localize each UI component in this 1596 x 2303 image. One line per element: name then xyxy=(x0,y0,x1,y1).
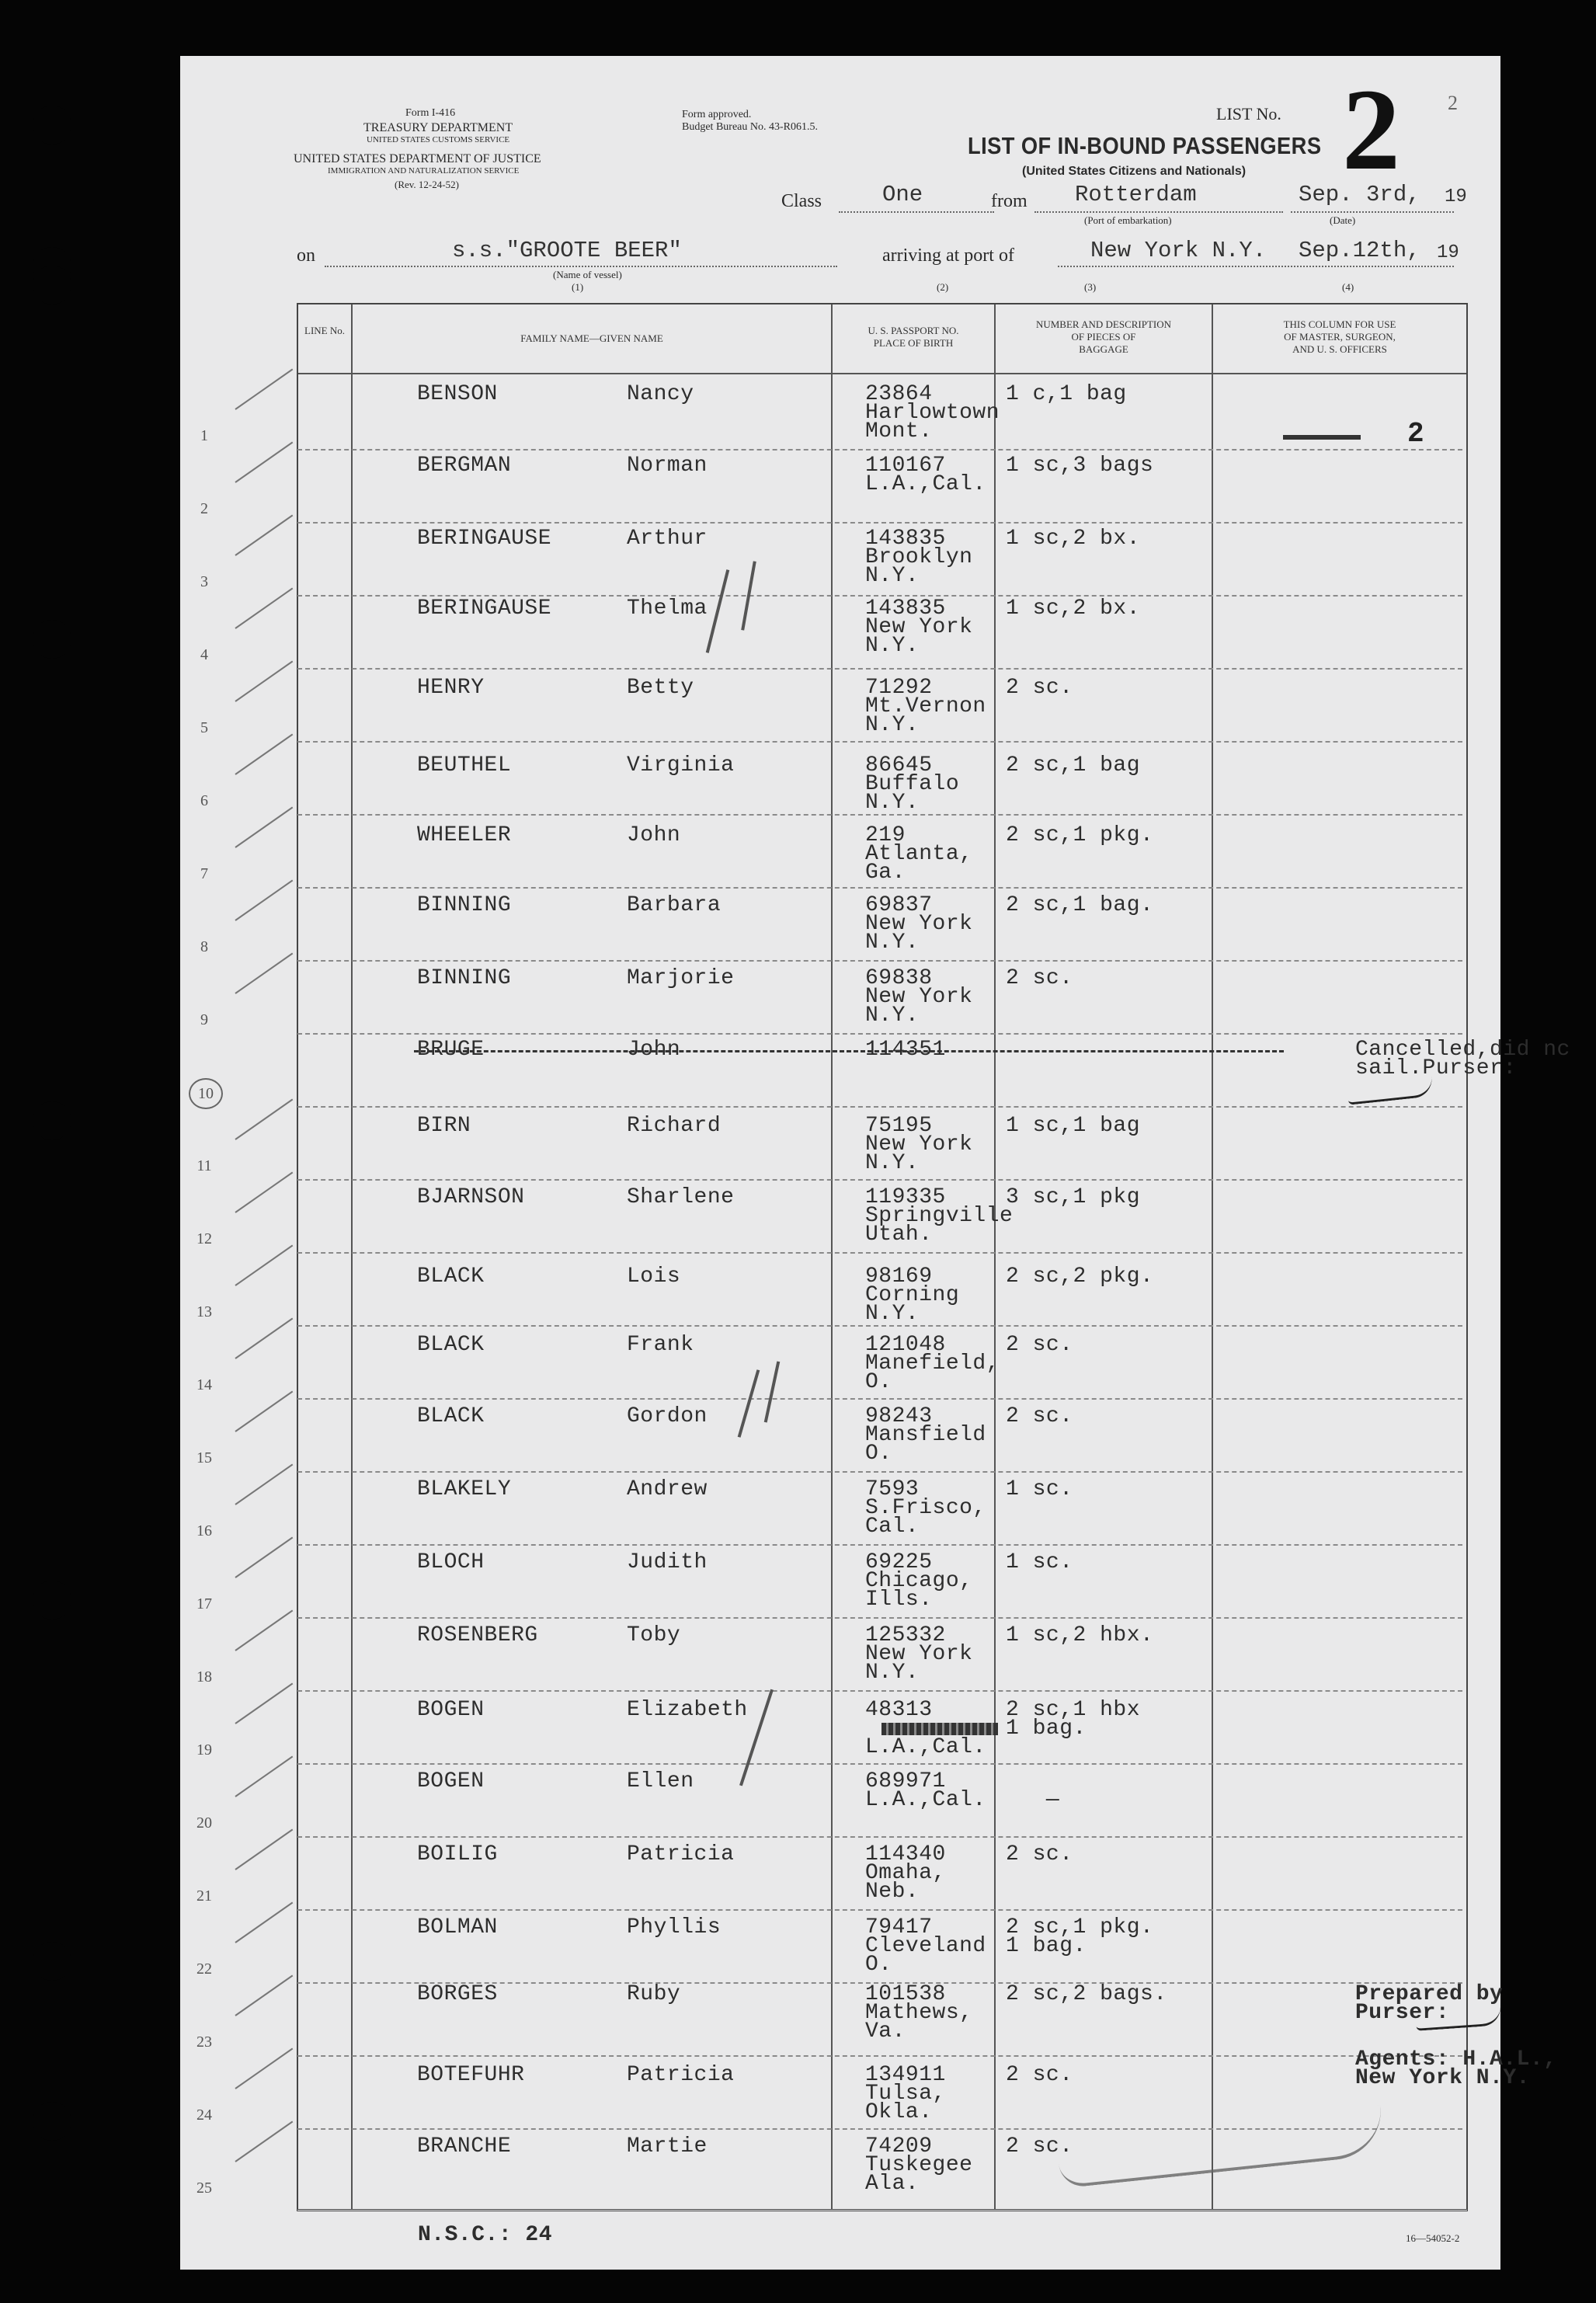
baggage: 1 sc,2 bx. xyxy=(1006,597,1141,621)
line-number: 14 xyxy=(196,1376,212,1393)
table-row xyxy=(200,522,1462,597)
passport-birthplace: 143835 New York N.Y. xyxy=(865,597,973,658)
table-row xyxy=(196,1836,1462,1911)
binder-hole xyxy=(33,1942,71,1981)
col-header-passport-1: U. S. PASSPORT NO. xyxy=(868,325,959,336)
family-name: BOILIG xyxy=(417,1842,498,1866)
check-mark xyxy=(235,1245,293,1286)
baggage: 1 sc. xyxy=(1006,1477,1073,1501)
family-name: BORGES xyxy=(417,1982,498,2006)
table-row xyxy=(196,1544,1462,1619)
table-row xyxy=(200,887,1462,962)
given-name: Arthur xyxy=(627,527,708,551)
baggage: 2 sc,2 pkg. xyxy=(1006,1265,1154,1289)
line-number: 17 xyxy=(196,1595,212,1612)
family-name: BRUGE xyxy=(417,1038,485,1062)
passport-birthplace: 98169 Corning N.Y. xyxy=(865,1265,960,1326)
col-header-passport-2: PLACE OF BIRTH xyxy=(873,337,954,349)
passport-birthplace: 98243 Mansfield O. xyxy=(865,1404,986,1466)
family-name: BEUTHEL xyxy=(417,753,512,778)
check-mark xyxy=(235,515,293,556)
family-name: ROSENBERG xyxy=(417,1623,538,1647)
line-number: 1 xyxy=(200,427,208,444)
check-mark xyxy=(235,1537,293,1578)
check-mark xyxy=(235,807,293,848)
baggage: 2 sc,1 pkg. xyxy=(1006,823,1154,847)
given-name: Ellen xyxy=(627,1769,694,1793)
check-mark xyxy=(235,369,293,410)
line-number: 3 xyxy=(200,573,208,590)
check-mark xyxy=(235,1902,293,1943)
family-name: BLACK xyxy=(417,1265,485,1289)
family-name: BLAKELY xyxy=(417,1477,512,1501)
family-name: WHEELER xyxy=(417,823,512,847)
passport-birthplace: 86645 Buffalo N.Y. xyxy=(865,753,960,815)
check-mark xyxy=(235,1756,293,1797)
family-name: BOGEN xyxy=(417,1698,485,1722)
table-row xyxy=(196,1617,1462,1692)
line-number: 22 xyxy=(196,1960,212,1978)
line-number: 4 xyxy=(200,646,208,663)
family-name: BERINGAUSE xyxy=(417,597,552,621)
table-row xyxy=(196,1471,1462,1546)
from-field xyxy=(1034,211,1283,213)
baggage: 3 sc,1 pkg xyxy=(1006,1185,1141,1209)
family-name: BERGMAN xyxy=(417,454,512,478)
col-header-baggage-3: BAGGAGE xyxy=(1079,343,1128,355)
given-name: Thelma xyxy=(627,597,708,621)
budget-bureau: Budget Bureau No. 43-R061.5. xyxy=(682,121,818,133)
col-header-officers-2: OF MASTER, SURGEON, xyxy=(1284,331,1396,343)
family-name: BRANCHE xyxy=(417,2134,512,2159)
family-name: BLOCH xyxy=(417,1550,485,1574)
given-name: Patricia xyxy=(627,2063,735,2087)
given-name: Andrew xyxy=(627,1477,708,1501)
passport-birthplace: 69837 New York N.Y. xyxy=(865,893,973,955)
baggage: 2 sc,2 bags. xyxy=(1006,1982,1167,2006)
passport-birthplace: 219 Atlanta, Ga. xyxy=(865,823,973,885)
check-mark xyxy=(235,2121,293,2162)
passport-birthplace: 114351 xyxy=(865,1038,946,1062)
baggage: 2 sc. xyxy=(1006,966,1073,990)
given-name: Marjorie xyxy=(627,966,735,990)
arrival-year: 19 xyxy=(1437,242,1459,263)
given-name: Martie xyxy=(627,2134,708,2159)
check-mark xyxy=(235,734,293,775)
table-row xyxy=(200,376,1462,451)
line-number: 18 xyxy=(196,1668,212,1686)
departure-year: 19 xyxy=(1445,186,1467,207)
department-customs: UNITED STATES CUSTOMS SERVICE xyxy=(367,135,510,144)
baggage: 2 sc,1 pkg. 1 bag. xyxy=(1006,1915,1154,1958)
check-mark xyxy=(235,661,293,702)
given-name: Elizabeth xyxy=(627,1698,748,1722)
check-mark xyxy=(235,1318,293,1359)
given-name: Phyllis xyxy=(627,1915,722,1939)
header-rule xyxy=(298,373,1466,374)
department-justice: UNITED STATES DEPARTMENT OF JUSTICE xyxy=(294,152,541,165)
passport-birthplace: 79417 Cleveland O. xyxy=(865,1915,986,1977)
binder-hole xyxy=(33,1581,71,1619)
family-name: BINNING xyxy=(417,966,512,990)
check-mark xyxy=(235,2048,293,2089)
line-number: 9 xyxy=(200,1011,208,1028)
remarks: Prepared by Purser: xyxy=(1355,1982,1504,2025)
given-name: Barbara xyxy=(627,893,722,917)
baggage: — xyxy=(1006,1788,1060,1812)
column-ref-2: (2) xyxy=(937,281,949,293)
col-header-baggage-1: NUMBER AND DESCRIPTION xyxy=(1035,318,1172,330)
passport-birthplace: 114340 Omaha, Neb. xyxy=(865,1842,946,1904)
class-field xyxy=(839,211,994,213)
on-label: on xyxy=(297,245,315,266)
passport-birthplace: 75195 New York N.Y. xyxy=(865,1114,973,1175)
given-name: Ruby xyxy=(627,1982,681,2006)
passport-birthplace: 69225 Chicago, Ills. xyxy=(865,1550,973,1612)
class-value: One xyxy=(882,182,923,207)
passport-birthplace: 134911 Tulsa, Okla. xyxy=(865,2063,946,2124)
passport-birthplace: 121048 Manefield, O. xyxy=(865,1333,1000,1394)
col-header-baggage-2: OF PIECES OF xyxy=(1071,331,1136,343)
line-number: 16 xyxy=(196,1522,212,1539)
baggage: 2 sc,1 bag. xyxy=(1006,893,1154,917)
table-row xyxy=(196,1763,1462,1838)
baggage: 1 sc,1 bag xyxy=(1006,1114,1141,1138)
col-header-officers-3: AND U. S. OFFICERS xyxy=(1292,343,1387,355)
check-mark xyxy=(235,1172,293,1213)
passport-birthplace: 23864 Harlowtown Mont. xyxy=(865,382,1000,444)
check-mark xyxy=(235,588,293,629)
col-header-officers-1: THIS COLUMN FOR USE xyxy=(1283,318,1396,330)
col-header-line-no: LINE No. xyxy=(304,325,345,336)
line-number: 7 xyxy=(200,865,208,882)
from-label: from xyxy=(991,191,1027,211)
given-name: Lois xyxy=(627,1265,681,1289)
officer-mark: 2 xyxy=(1407,418,1424,450)
family-name: BJARNSON xyxy=(417,1185,525,1209)
manifest-sheet xyxy=(180,56,1570,2270)
column-ref-3: (3) xyxy=(1084,281,1097,293)
departure-date: Sep. 3rd, xyxy=(1299,182,1420,207)
column-ref-1: (1) xyxy=(572,281,584,293)
binder-hole xyxy=(33,266,71,304)
check-mark xyxy=(235,1391,293,1432)
baggage: 2 sc. xyxy=(1006,1404,1073,1428)
table-row xyxy=(196,1325,1462,1400)
given-name: Richard xyxy=(627,1114,722,1138)
table-row xyxy=(200,814,1462,889)
given-name: Virginia xyxy=(627,753,735,778)
line-number: 19 xyxy=(196,1741,212,1759)
table-row xyxy=(196,1690,1462,1765)
baggage: 1 c,1 bag xyxy=(1006,382,1127,406)
line-number: 13 xyxy=(196,1303,212,1320)
line-number: 23 xyxy=(196,2033,212,2051)
given-name: Nancy xyxy=(627,382,694,406)
baggage: 2 sc. xyxy=(1006,1333,1073,1357)
baggage: 2 sc. xyxy=(1006,676,1073,700)
check-mark xyxy=(235,953,293,994)
line-number: 12 xyxy=(196,1230,212,1247)
table-row xyxy=(200,449,1462,524)
col-header-name: FAMILY NAME—GIVEN NAME xyxy=(520,332,663,344)
baggage: 2 sc,1 hbx 1 bag. xyxy=(1006,1698,1141,1741)
remarks: Cancelled,did nc sail.Purser: xyxy=(1355,1038,1570,1080)
arrival-port-field xyxy=(1058,266,1454,267)
table-row xyxy=(200,595,1462,670)
baggage: 1 sc,3 bags xyxy=(1006,454,1154,478)
passport-birthplace: 7593 S.Frisco, Cal. xyxy=(865,1477,986,1539)
table-row xyxy=(200,741,1462,816)
form-approved: Form approved. xyxy=(682,109,752,120)
family-name: HENRY xyxy=(417,676,485,700)
table-row xyxy=(196,1398,1462,1473)
date-field xyxy=(1291,211,1454,213)
table-row xyxy=(196,1106,1462,1181)
line-number: 6 xyxy=(200,792,208,809)
list-number: 2 xyxy=(1342,65,1400,194)
table-row xyxy=(196,1179,1462,1254)
baggage: 2 sc. xyxy=(1006,2134,1073,2159)
passport-birthplace: 689971 L.A.,Cal. xyxy=(865,1769,986,1812)
remarks: Agents: H.A.L., New York N.Y. xyxy=(1355,2047,1557,2090)
baggage: 2 sc. xyxy=(1006,1842,1073,1866)
passport-birthplace: 48313 L.A.,Cal. xyxy=(865,1698,986,1759)
passport-birthplace: 143835 Brooklyn N.Y. xyxy=(865,527,973,588)
column-ref-4: (4) xyxy=(1342,281,1354,293)
check-mark xyxy=(235,1829,293,1870)
passport-birthplace: 101538 Mathews, Va. xyxy=(865,1982,973,2044)
given-name: Betty xyxy=(627,676,694,700)
port-embarkation-caption: (Port of embarkation) xyxy=(1084,214,1172,226)
binder-hole xyxy=(33,1101,71,1140)
arrival-port: New York N.Y. xyxy=(1090,238,1267,263)
family-name: BLACK xyxy=(417,1333,485,1357)
check-mark xyxy=(235,1610,293,1651)
line-number: 21 xyxy=(196,1887,212,1905)
line-number: 25 xyxy=(196,2180,212,2197)
passport-birthplace: 74209 Tuskegee Ala. xyxy=(865,2134,973,2196)
line-number: 20 xyxy=(196,1814,212,1832)
list-number-small: 2 xyxy=(1448,92,1458,114)
department-treasury: TREASURY DEPARTMENT xyxy=(363,121,513,134)
table-row xyxy=(196,1909,1462,1984)
baggage: 1 sc,2 hbx. xyxy=(1006,1623,1154,1647)
line-number: 24 xyxy=(196,2106,212,2124)
family-name: BLACK xyxy=(417,1404,485,1428)
given-name: John xyxy=(627,1038,681,1062)
table-row xyxy=(200,960,1462,1035)
check-mark xyxy=(235,1975,293,2016)
given-name: Gordon xyxy=(627,1404,708,1428)
department-ins: IMMIGRATION AND NATURALIZATION SERVICE xyxy=(328,166,520,176)
baggage: 2 sc,1 bag xyxy=(1006,753,1141,778)
footer-code: 16—54052-2 xyxy=(1406,2232,1460,2244)
list-no-label: LIST No. xyxy=(1216,104,1281,123)
given-name: Toby xyxy=(627,1623,681,1647)
family-name: BOTEFUHR xyxy=(417,2063,525,2087)
binder-hole xyxy=(33,2102,71,2141)
binder-hole xyxy=(33,106,71,144)
table-row-cancelled xyxy=(198,1033,1570,1108)
nsc-count: N.S.C.: 24 xyxy=(418,2223,553,2247)
line-number: 2 xyxy=(200,500,208,517)
page-subtitle: (United States Citizens and Nationals) xyxy=(1022,165,1247,178)
given-name: Sharlene xyxy=(627,1185,735,1209)
line-number: 8 xyxy=(200,938,208,955)
check-mark xyxy=(235,1099,293,1140)
arriving-label: arriving at port of xyxy=(882,245,1014,266)
table-row xyxy=(196,1982,1504,2057)
strike-through xyxy=(414,1050,1284,1052)
passport-birthplace: 125332 New York N.Y. xyxy=(865,1623,973,1685)
line-number: 5 xyxy=(200,719,208,736)
arrival-date: Sep.12th, xyxy=(1299,238,1420,263)
class-label: Class xyxy=(781,191,822,211)
given-name: Judith xyxy=(627,1550,708,1574)
line-number: 11 xyxy=(196,1157,212,1174)
passport-birthplace: 71292 Mt.Vernon N.Y. xyxy=(865,676,986,737)
date-caption: (Date) xyxy=(1330,214,1356,226)
family-name: BOGEN xyxy=(417,1769,485,1793)
family-name: BOLMAN xyxy=(417,1915,498,1939)
port-of-embarkation: Rotterdam xyxy=(1075,182,1197,207)
given-name: John xyxy=(627,823,681,847)
given-name: Patricia xyxy=(627,1842,735,1866)
table-row xyxy=(200,668,1462,743)
baggage: 2 sc. xyxy=(1006,2063,1073,2087)
family-name: BINNING xyxy=(417,893,512,917)
check-mark xyxy=(235,880,293,921)
baggage: 1 sc,2 bx. xyxy=(1006,527,1141,551)
purser-signature xyxy=(1347,1077,1434,1105)
vessel-field xyxy=(325,266,837,267)
typed-over-text xyxy=(881,1723,998,1735)
check-mark xyxy=(235,442,293,483)
page-title: LIST OF IN-BOUND PASSENGERS xyxy=(968,132,1322,159)
vessel-name: s.s."GROOTE BEER" xyxy=(452,238,682,263)
vessel-caption: (Name of vessel) xyxy=(553,269,622,280)
family-name: BERINGAUSE xyxy=(417,527,552,551)
line-number-circled: 10 xyxy=(189,1078,223,1109)
passport-birthplace: 110167 L.A.,Cal. xyxy=(865,454,986,496)
given-name: Frank xyxy=(627,1333,694,1357)
line-number: 15 xyxy=(196,1449,212,1466)
passport-birthplace: 119335 Springville Utah. xyxy=(865,1185,1014,1247)
binder-hole xyxy=(33,620,71,659)
form-revision: (Rev. 12-24-52) xyxy=(395,179,459,190)
check-mark xyxy=(235,1464,293,1505)
table-row xyxy=(196,1252,1462,1327)
check-mark xyxy=(235,1683,293,1724)
baggage: 1 sc. xyxy=(1006,1550,1073,1574)
family-name: BIRN xyxy=(417,1114,471,1138)
passport-birthplace: 69838 New York N.Y. xyxy=(865,966,973,1028)
given-name: Norman xyxy=(627,454,708,478)
form-number: Form I-416 xyxy=(405,107,456,119)
family-name: BENSON xyxy=(417,382,498,406)
